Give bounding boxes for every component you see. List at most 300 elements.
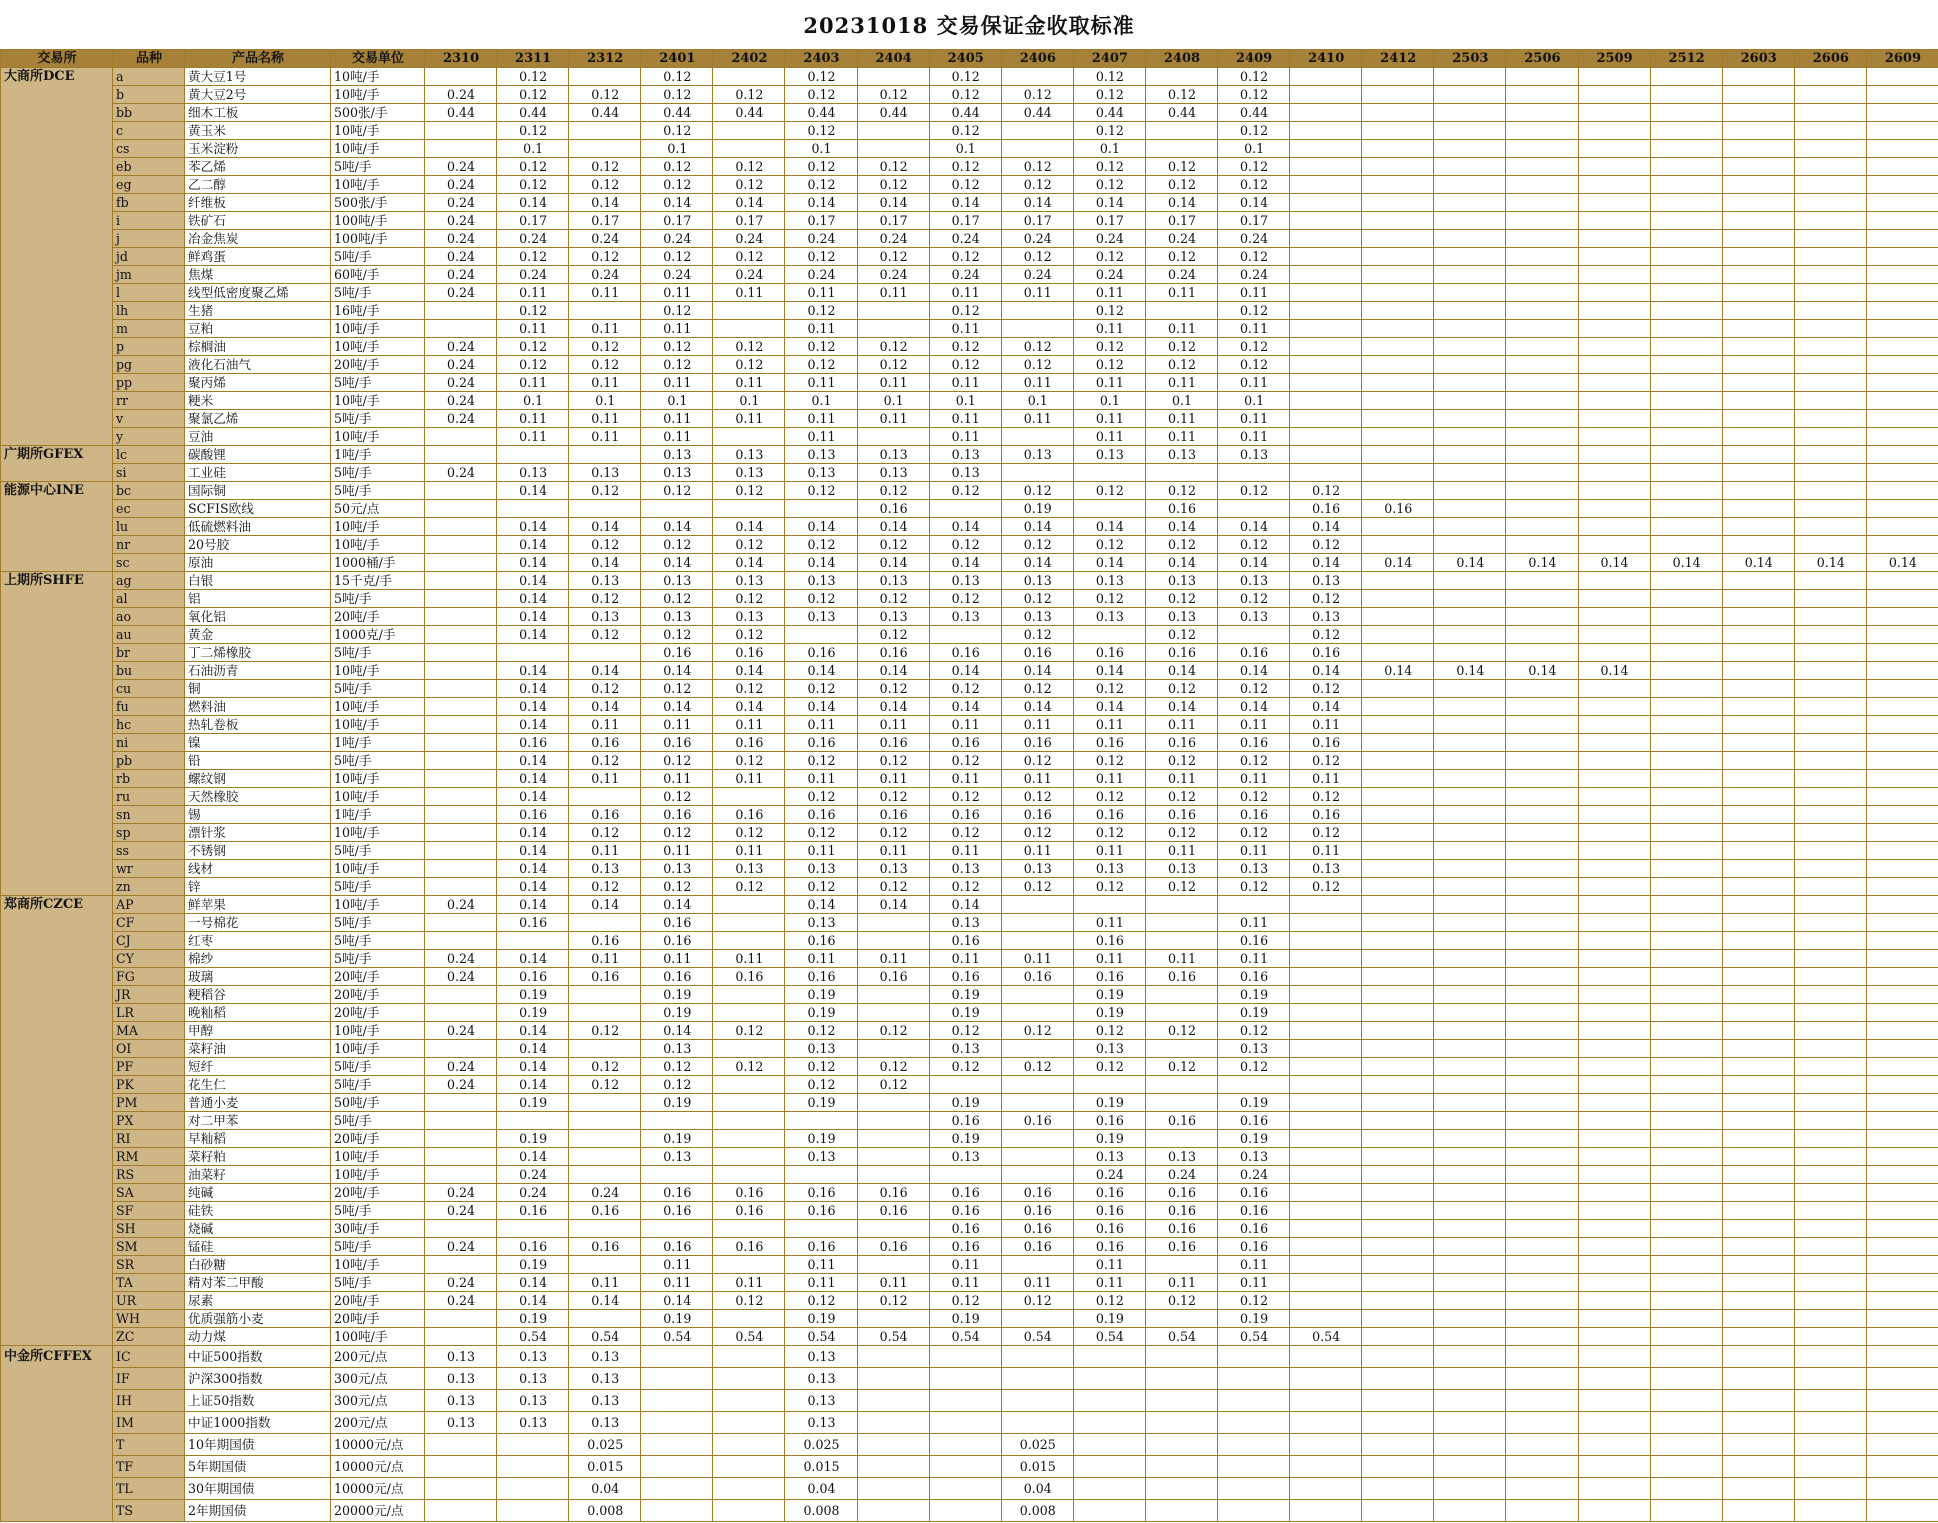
trade-unit-cell: 20吨/手 — [331, 986, 425, 1004]
margin-rate-cell: 0.16 — [1218, 1238, 1290, 1256]
margin-rate-cell — [1290, 284, 1362, 302]
margin-rate-cell — [641, 1456, 713, 1478]
margin-rate-cell: 0.12 — [641, 338, 713, 356]
margin-rate-cell — [1722, 932, 1794, 950]
margin-rate-cell — [425, 698, 497, 716]
margin-rate-cell — [1650, 698, 1722, 716]
margin-rate-cell: 0.54 — [857, 1328, 929, 1346]
product-name-cell: 纤维板 — [185, 194, 331, 212]
margin-rate-cell: 0.24 — [1073, 1166, 1145, 1184]
trade-unit-cell: 5吨/手 — [331, 932, 425, 950]
margin-rate-cell: 0.12 — [641, 122, 713, 140]
margin-rate-cell: 0.12 — [785, 338, 857, 356]
margin-rate-cell — [1434, 860, 1506, 878]
margin-rate-cell — [857, 1004, 929, 1022]
margin-rate-cell: 0.12 — [857, 86, 929, 104]
margin-rate-cell — [1290, 1022, 1362, 1040]
margin-rate-cell: 0.12 — [785, 1058, 857, 1076]
margin-rate-cell: 0.12 — [641, 356, 713, 374]
margin-rate-cell — [1290, 140, 1362, 158]
margin-rate-cell: 0.11 — [929, 428, 1001, 446]
margin-rate-cell — [857, 1456, 929, 1478]
product-name-cell: 乙二醇 — [185, 176, 331, 194]
product-name-cell: 纯碱 — [185, 1184, 331, 1202]
margin-rate-cell — [1650, 1184, 1722, 1202]
margin-rate-cell — [1434, 1292, 1506, 1310]
header-exchange: 交易所 — [1, 50, 113, 68]
margin-rate-cell — [713, 500, 785, 518]
margin-rate-cell: 0.1 — [497, 392, 569, 410]
margin-rate-cell: 0.11 — [1290, 716, 1362, 734]
margin-rate-cell: 0.24 — [1145, 230, 1217, 248]
margin-rate-cell: 0.12 — [857, 176, 929, 194]
margin-rate-cell — [1290, 986, 1362, 1004]
margin-rate-cell: 0.16 — [497, 914, 569, 932]
margin-rate-cell: 0.13 — [1145, 1148, 1217, 1166]
table-row — [1, 878, 1938, 896]
table-row — [1, 1202, 1938, 1220]
margin-rate-cell: 0.12 — [1290, 878, 1362, 896]
margin-rate-cell — [1794, 320, 1866, 338]
margin-rate-cell — [1578, 374, 1650, 392]
margin-rate-cell: 0.12 — [785, 878, 857, 896]
margin-rate-cell: 0.12 — [641, 302, 713, 320]
margin-rate-cell — [1145, 986, 1217, 1004]
margin-rate-cell — [1866, 1346, 1938, 1368]
margin-rate-cell: 0.13 — [1073, 446, 1145, 464]
margin-rate-cell: 0.12 — [1001, 86, 1073, 104]
margin-rate-cell: 0.14 — [1290, 554, 1362, 572]
margin-rate-cell: 0.14 — [857, 518, 929, 536]
margin-rate-cell — [641, 1346, 713, 1368]
margin-rate-cell — [1506, 1368, 1578, 1390]
product-code-cell: TA — [113, 1274, 185, 1292]
margin-rate-cell: 0.13 — [1073, 572, 1145, 590]
margin-rate-cell — [1434, 1328, 1506, 1346]
margin-rate-cell: 0.24 — [1218, 230, 1290, 248]
margin-rate-cell: 0.015 — [1001, 1456, 1073, 1478]
margin-rate-cell — [1434, 1184, 1506, 1202]
header-product: 产品名称 — [185, 50, 331, 68]
margin-rate-cell: 0.11 — [929, 842, 1001, 860]
margin-rate-cell: 0.19 — [497, 1094, 569, 1112]
margin-rate-cell: 0.12 — [929, 338, 1001, 356]
margin-rate-cell: 0.16 — [785, 1202, 857, 1220]
trade-unit-cell: 16吨/手 — [331, 302, 425, 320]
margin-rate-cell: 0.16 — [1001, 1220, 1073, 1238]
product-code-cell: SH — [113, 1220, 185, 1238]
margin-rate-cell: 0.12 — [785, 248, 857, 266]
product-code-cell: CF — [113, 914, 185, 932]
product-name-cell: 优质强筋小麦 — [185, 1310, 331, 1328]
margin-rate-cell: 0.11 — [641, 320, 713, 338]
margin-rate-cell: 0.24 — [785, 230, 857, 248]
margin-rate-cell: 0.12 — [713, 878, 785, 896]
trade-unit-cell: 20吨/手 — [331, 968, 425, 986]
margin-rate-cell: 0.11 — [857, 284, 929, 302]
margin-rate-cell — [1001, 428, 1073, 446]
margin-rate-cell — [1434, 176, 1506, 194]
product-code-cell: UR — [113, 1292, 185, 1310]
margin-rate-cell — [1794, 1456, 1866, 1478]
margin-rate-cell — [1290, 1130, 1362, 1148]
margin-rate-cell — [1434, 1112, 1506, 1130]
margin-rate-cell — [1794, 572, 1866, 590]
table-row — [1, 1112, 1938, 1130]
margin-rate-cell — [1722, 1148, 1794, 1166]
margin-rate-cell: 0.14 — [785, 698, 857, 716]
product-name-cell: 玉米淀粉 — [185, 140, 331, 158]
margin-rate-cell: 0.12 — [641, 626, 713, 644]
margin-rate-cell — [857, 1310, 929, 1328]
margin-rate-cell: 0.13 — [1073, 860, 1145, 878]
margin-rate-cell — [1650, 626, 1722, 644]
margin-rate-cell: 0.24 — [857, 266, 929, 284]
margin-rate-cell — [1434, 590, 1506, 608]
margin-rate-cell: 0.14 — [497, 824, 569, 842]
margin-rate-cell — [1794, 1022, 1866, 1040]
margin-rate-cell — [1578, 1004, 1650, 1022]
margin-rate-cell — [1578, 320, 1650, 338]
margin-rate-cell: 0.16 — [1218, 734, 1290, 752]
margin-rate-cell: 0.11 — [857, 950, 929, 968]
margin-rate-cell: 0.14 — [1001, 518, 1073, 536]
margin-rate-cell — [569, 1220, 641, 1238]
margin-rate-cell: 0.12 — [713, 86, 785, 104]
margin-rate-cell: 0.14 — [497, 572, 569, 590]
margin-rate-cell — [569, 68, 641, 86]
margin-rate-cell — [1794, 1274, 1866, 1292]
trade-unit-cell: 300元/点 — [331, 1390, 425, 1412]
margin-rate-cell — [1506, 1022, 1578, 1040]
margin-rate-cell: 0.13 — [1001, 572, 1073, 590]
margin-rate-cell — [1722, 752, 1794, 770]
margin-rate-cell — [1290, 1434, 1362, 1456]
margin-rate-cell — [1073, 500, 1145, 518]
margin-rate-cell — [1578, 770, 1650, 788]
margin-rate-cell — [1794, 698, 1866, 716]
margin-rate-cell: 0.12 — [497, 302, 569, 320]
product-name-cell: 铜 — [185, 680, 331, 698]
table-row — [1, 662, 1938, 680]
margin-rate-cell — [1506, 1390, 1578, 1412]
margin-rate-cell: 0.12 — [569, 626, 641, 644]
margin-rate-cell — [425, 1148, 497, 1166]
margin-rate-cell: 0.16 — [569, 1202, 641, 1220]
margin-rate-cell: 0.44 — [785, 104, 857, 122]
margin-rate-cell — [1290, 1004, 1362, 1022]
margin-rate-cell — [1434, 680, 1506, 698]
margin-rate-cell — [1578, 842, 1650, 860]
trade-unit-cell: 5吨/手 — [331, 410, 425, 428]
margin-rate-cell — [785, 1220, 857, 1238]
margin-rate-cell: 0.11 — [569, 410, 641, 428]
margin-rate-cell — [1506, 1434, 1578, 1456]
margin-rate-cell: 0.19 — [785, 1094, 857, 1112]
margin-rate-cell: 0.13 — [1073, 608, 1145, 626]
margin-rate-cell — [1722, 590, 1794, 608]
trade-unit-cell: 10吨/手 — [331, 1166, 425, 1184]
margin-rate-cell: 0.16 — [713, 968, 785, 986]
margin-rate-cell: 0.14 — [497, 950, 569, 968]
product-name-cell: 精对苯二甲酸 — [185, 1274, 331, 1292]
margin-rate-cell — [1434, 374, 1506, 392]
margin-rate-cell — [1722, 1478, 1794, 1500]
margin-rate-cell — [1866, 284, 1938, 302]
margin-rate-cell — [1434, 428, 1506, 446]
margin-rate-cell — [1290, 1238, 1362, 1256]
product-code-cell: c — [113, 122, 185, 140]
margin-rate-cell — [1578, 1130, 1650, 1148]
margin-rate-cell — [1866, 932, 1938, 950]
margin-rate-cell: 0.12 — [1145, 626, 1217, 644]
margin-rate-cell: 0.12 — [1073, 590, 1145, 608]
margin-rate-cell: 0.13 — [641, 860, 713, 878]
margin-rate-cell: 0.11 — [641, 284, 713, 302]
margin-rate-cell — [425, 1220, 497, 1238]
margin-rate-cell: 0.24 — [641, 230, 713, 248]
margin-rate-cell: 0.14 — [497, 878, 569, 896]
margin-rate-cell: 0.12 — [641, 1058, 713, 1076]
margin-rate-cell — [1578, 1500, 1650, 1522]
margin-rate-cell: 0.12 — [497, 176, 569, 194]
margin-rate-cell: 0.12 — [1218, 338, 1290, 356]
margin-rate-cell: 0.1 — [785, 140, 857, 158]
margin-rate-cell — [425, 482, 497, 500]
margin-rate-cell — [1722, 1434, 1794, 1456]
margin-rate-cell: 0.12 — [785, 1076, 857, 1094]
margin-rate-cell — [1722, 1274, 1794, 1292]
margin-rate-cell — [1434, 464, 1506, 482]
margin-rate-cell — [425, 302, 497, 320]
margin-rate-cell: 0.12 — [569, 590, 641, 608]
margin-rate-cell — [1362, 1478, 1434, 1500]
margin-rate-cell — [1001, 914, 1073, 932]
margin-rate-cell: 0.12 — [497, 68, 569, 86]
margin-rate-cell: 0.16 — [641, 1238, 713, 1256]
margin-rate-cell — [1650, 536, 1722, 554]
margin-rate-cell: 0.11 — [1290, 842, 1362, 860]
margin-rate-cell — [857, 1220, 929, 1238]
margin-rate-cell: 0.14 — [497, 896, 569, 914]
margin-rate-cell — [857, 1094, 929, 1112]
margin-rate-cell — [1866, 392, 1938, 410]
margin-rate-cell — [1362, 1412, 1434, 1434]
margin-rate-cell — [1362, 572, 1434, 590]
margin-rate-cell — [1362, 104, 1434, 122]
margin-rate-cell — [1506, 1274, 1578, 1292]
margin-rate-cell: 0.16 — [857, 806, 929, 824]
margin-rate-cell — [1650, 842, 1722, 860]
margin-rate-cell: 0.12 — [713, 536, 785, 554]
margin-rate-cell: 0.12 — [785, 590, 857, 608]
margin-rate-cell — [1362, 626, 1434, 644]
product-code-cell: RI — [113, 1130, 185, 1148]
margin-rate-cell: 0.44 — [929, 104, 1001, 122]
margin-rate-cell: 0.14 — [497, 680, 569, 698]
margin-rate-cell — [1650, 248, 1722, 266]
margin-rate-cell — [1506, 482, 1578, 500]
margin-rate-cell — [1578, 1112, 1650, 1130]
margin-rate-cell — [1578, 284, 1650, 302]
margin-rate-cell — [857, 1130, 929, 1148]
margin-rate-cell: 0.11 — [785, 410, 857, 428]
margin-rate-cell — [1362, 158, 1434, 176]
margin-rate-cell — [1290, 464, 1362, 482]
margin-rate-cell: 0.04 — [785, 1478, 857, 1500]
margin-rate-cell: 0.19 — [1001, 500, 1073, 518]
margin-rate-cell: 0.12 — [1073, 752, 1145, 770]
margin-rate-cell: 0.1 — [641, 140, 713, 158]
margin-rate-cell — [1722, 1202, 1794, 1220]
margin-rate-cell — [1722, 770, 1794, 788]
margin-rate-cell: 0.24 — [425, 212, 497, 230]
margin-rate-cell — [1290, 68, 1362, 86]
margin-rate-cell — [569, 1130, 641, 1148]
margin-rate-cell: 0.12 — [641, 788, 713, 806]
margin-rate-cell: 0.11 — [569, 374, 641, 392]
margin-rate-cell — [1506, 1202, 1578, 1220]
margin-rate-cell: 0.13 — [497, 1346, 569, 1368]
margin-rate-cell: 0.14 — [497, 194, 569, 212]
margin-rate-cell — [1434, 284, 1506, 302]
table-row — [1, 1094, 1938, 1112]
trade-unit-cell: 10吨/手 — [331, 176, 425, 194]
product-name-cell: 20号胶 — [185, 536, 331, 554]
margin-rate-cell: 0.44 — [1001, 104, 1073, 122]
margin-rate-cell — [1218, 1368, 1290, 1390]
margin-rate-cell — [1218, 464, 1290, 482]
margin-rate-cell: 0.12 — [1218, 1022, 1290, 1040]
margin-rate-cell: 0.16 — [1001, 644, 1073, 662]
margin-rate-cell: 0.13 — [713, 464, 785, 482]
margin-rate-cell — [1722, 824, 1794, 842]
margin-rate-cell: 0.12 — [929, 122, 1001, 140]
margin-rate-cell: 0.14 — [713, 194, 785, 212]
margin-rate-cell — [1073, 1346, 1145, 1368]
margin-rate-cell — [929, 1434, 1001, 1456]
product-name-cell: 细木工板 — [185, 104, 331, 122]
margin-rate-cell — [1362, 410, 1434, 428]
trade-unit-cell: 1000克/手 — [331, 626, 425, 644]
margin-rate-cell — [425, 842, 497, 860]
margin-rate-cell: 0.12 — [1073, 680, 1145, 698]
margin-rate-cell — [713, 986, 785, 1004]
margin-rate-cell: 0.11 — [857, 410, 929, 428]
table-row — [1, 86, 1938, 104]
margin-rate-cell — [1218, 1076, 1290, 1094]
trade-unit-cell: 20吨/手 — [331, 1184, 425, 1202]
margin-rate-cell — [1866, 1310, 1938, 1328]
margin-rate-cell: 0.13 — [713, 446, 785, 464]
margin-rate-cell: 0.14 — [785, 518, 857, 536]
margin-rate-cell: 0.11 — [641, 374, 713, 392]
table-row — [1, 122, 1938, 140]
margin-rate-cell — [1506, 158, 1578, 176]
margin-rate-cell — [1794, 1478, 1866, 1500]
margin-rate-cell — [1578, 338, 1650, 356]
table-row — [1, 1346, 1938, 1368]
margin-rate-cell: 0.12 — [929, 158, 1001, 176]
margin-rate-cell — [425, 428, 497, 446]
margin-rate-cell — [1866, 320, 1938, 338]
margin-rate-cell — [1794, 1500, 1866, 1522]
margin-rate-cell: 0.12 — [929, 824, 1001, 842]
table-row — [1, 536, 1938, 554]
margin-rate-cell: 0.12 — [569, 536, 641, 554]
product-code-cell: bc — [113, 482, 185, 500]
margin-rate-cell — [1866, 824, 1938, 842]
margin-rate-cell — [1722, 1456, 1794, 1478]
margin-rate-cell — [1866, 626, 1938, 644]
product-code-cell: au — [113, 626, 185, 644]
margin-rate-cell: 0.16 — [1145, 644, 1217, 662]
table-row — [1, 1328, 1938, 1346]
margin-rate-cell — [1650, 968, 1722, 986]
product-code-cell: IH — [113, 1390, 185, 1412]
margin-rate-cell — [569, 446, 641, 464]
margin-rate-cell: 0.16 — [1290, 734, 1362, 752]
margin-rate-cell — [1362, 356, 1434, 374]
margin-rate-cell: 0.44 — [713, 104, 785, 122]
margin-rate-cell: 0.12 — [1218, 302, 1290, 320]
margin-rate-cell: 0.14 — [1218, 662, 1290, 680]
margin-rate-cell — [1578, 626, 1650, 644]
margin-rate-cell: 0.12 — [1001, 824, 1073, 842]
trade-unit-cell: 50元/点 — [331, 500, 425, 518]
margin-rate-cell: 0.24 — [497, 1166, 569, 1184]
margin-rate-cell — [1866, 464, 1938, 482]
margin-rate-cell — [1362, 1292, 1434, 1310]
product-code-cell: fu — [113, 698, 185, 716]
margin-rate-cell — [857, 1390, 929, 1412]
margin-rate-cell: 0.13 — [425, 1412, 497, 1434]
margin-rate-cell — [1650, 644, 1722, 662]
margin-rate-cell — [1218, 1456, 1290, 1478]
margin-rate-cell — [1001, 140, 1073, 158]
table-row — [1, 518, 1938, 536]
margin-rate-cell — [425, 716, 497, 734]
margin-rate-cell — [1506, 968, 1578, 986]
margin-rate-cell — [1650, 1094, 1722, 1112]
product-name-cell: 对二甲苯 — [185, 1112, 331, 1130]
margin-rate-cell — [1794, 860, 1866, 878]
margin-rate-cell: 0.12 — [1218, 1058, 1290, 1076]
table-row — [1, 1412, 1938, 1434]
margin-rate-cell: 0.12 — [1218, 248, 1290, 266]
trade-unit-cell: 5吨/手 — [331, 680, 425, 698]
margin-rate-cell — [1578, 752, 1650, 770]
margin-rate-cell — [1434, 914, 1506, 932]
margin-rate-cell: 0.16 — [1290, 644, 1362, 662]
trade-unit-cell: 100吨/手 — [331, 1328, 425, 1346]
margin-rate-cell — [1578, 698, 1650, 716]
margin-rate-cell — [1722, 986, 1794, 1004]
margin-rate-cell — [1506, 770, 1578, 788]
margin-rate-cell — [1001, 122, 1073, 140]
margin-rate-cell: 0.11 — [713, 770, 785, 788]
trade-unit-cell: 5吨/手 — [331, 284, 425, 302]
margin-rate-cell: 0.11 — [1145, 410, 1217, 428]
margin-rate-cell: 0.14 — [857, 698, 929, 716]
margin-rate-cell: 0.13 — [1145, 446, 1217, 464]
margin-rate-cell: 0.12 — [1218, 356, 1290, 374]
margin-rate-cell — [425, 752, 497, 770]
product-name-cell: 焦煤 — [185, 266, 331, 284]
trade-unit-cell: 20吨/手 — [331, 1130, 425, 1148]
margin-rate-cell: 0.17 — [1145, 212, 1217, 230]
margin-rate-cell — [425, 608, 497, 626]
